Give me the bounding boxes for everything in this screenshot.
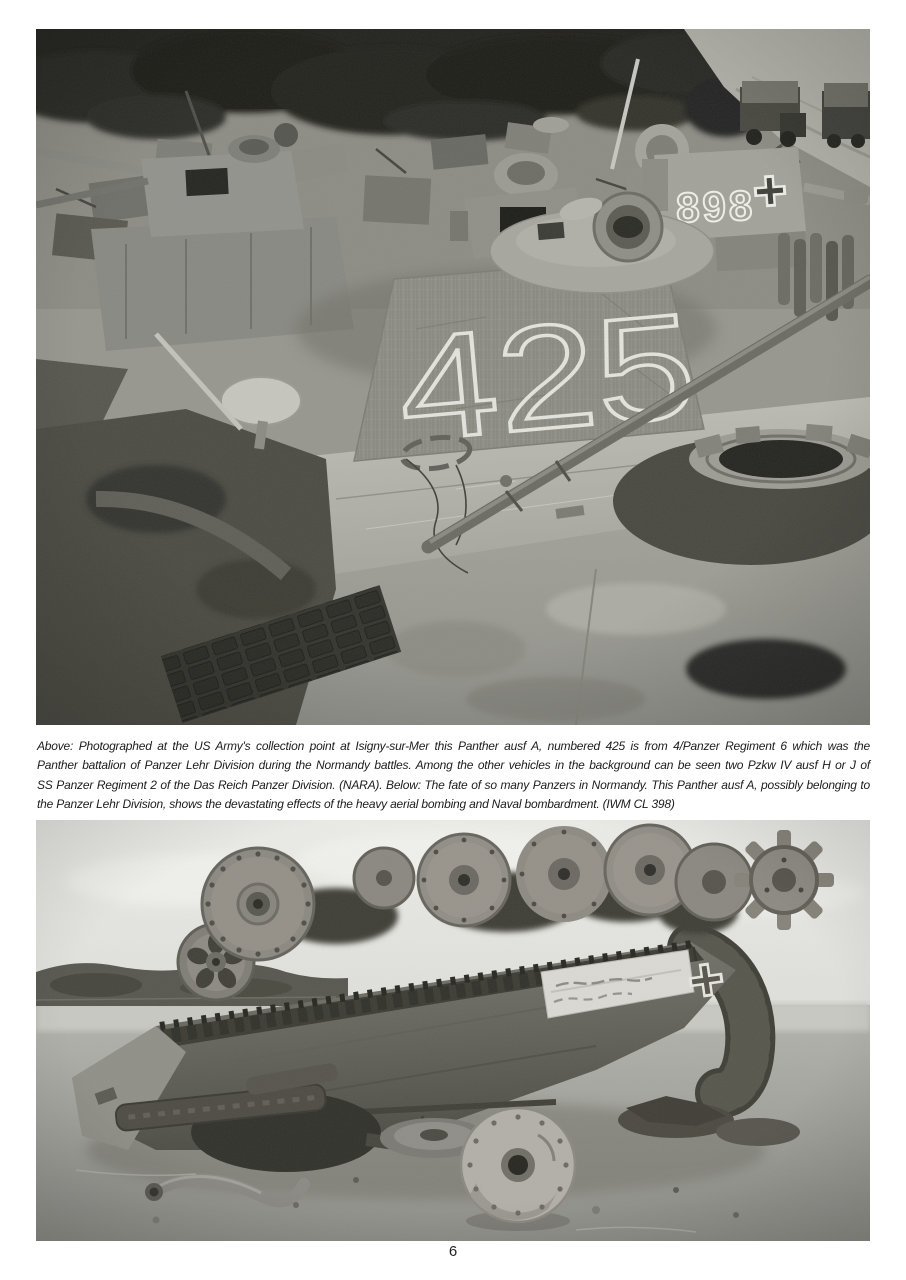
photo-top-illustration (36, 29, 870, 725)
photo-bottom (36, 820, 870, 1241)
page-number: 6 (448, 1243, 458, 1260)
caption-line: Above: Photographed at the US Army's collection point at Isigny-sur-Mer this Panther ausf A, numbered 425 is from 4/Panzer Regiment 6 which was the (37, 739, 870, 753)
photo-caption (37, 737, 870, 814)
caption-line: Panther battalion of Panzer Lehr Division during the Normandy battles. Among the other vehicles in the background can be seen two Pzkw IV ausf H or J of (37, 758, 870, 773)
vignette (36, 820, 870, 1241)
caption-line: the Panzer Lehr Division, shows the devastating effects of the heavy aerial bombing and Naval bombardment. (IWM CL 398) (37, 796, 675, 811)
photo-top (36, 29, 870, 725)
photo-bottom-illustration (36, 820, 870, 1241)
vignette (36, 29, 870, 725)
caption-line: SS Panzer Regiment 2 of the Das Reich Panzer Division. (NARA). Below: The fate of so many Panzers in Normandy. This Panther ausf A, possibly belonging to (37, 777, 870, 792)
